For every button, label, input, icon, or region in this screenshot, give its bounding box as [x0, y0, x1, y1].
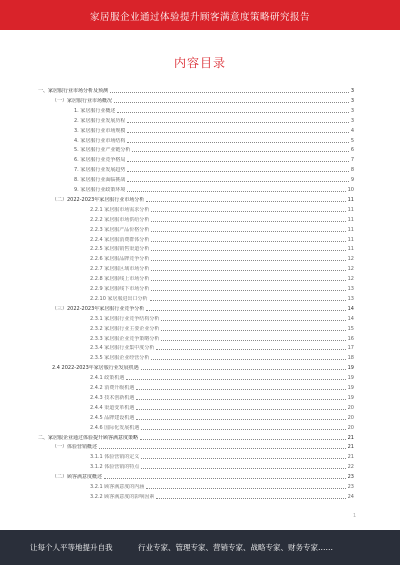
toc-leader-dots — [141, 428, 345, 430]
toc-entry[interactable] — [38, 363, 354, 371]
toc-entry-page: 18 — [347, 355, 354, 362]
toc-leader-dots — [151, 289, 345, 291]
toc-entry[interactable] — [38, 165, 354, 173]
toc-entry[interactable] — [38, 284, 354, 292]
toc-entry-label: 5. 家居服行业产业链分析 — [74, 147, 131, 154]
toc-leader-dots — [156, 497, 345, 499]
toc-entry[interactable] — [38, 462, 354, 470]
toc-entry[interactable] — [38, 472, 354, 480]
toc-entry-page: 14 — [347, 305, 354, 312]
toc-entry[interactable] — [38, 205, 354, 213]
toc-entry-page: 23 — [347, 484, 354, 490]
toc-entry-page: 12 — [347, 266, 354, 273]
toc-leader-dots — [141, 467, 345, 469]
toc-entry-page: 11 — [347, 236, 354, 243]
toc-entry-page: 24 — [347, 493, 354, 500]
toc-entry-label: 2.3.2 家居服行业主要企业分析 — [90, 325, 160, 332]
toc-entry-label: 9. 家居服行业政策环境 — [74, 187, 126, 193]
toc-leader-dots — [117, 111, 348, 113]
toc-entry-label: 一、家居服行业市场分析及预测 — [38, 88, 109, 94]
toc-entry[interactable] — [38, 225, 354, 233]
toc-entry-label: （一）体验营销概述 — [52, 444, 98, 451]
toc-entry-page: 15 — [347, 325, 354, 332]
toc-entry-page: 11 — [347, 206, 354, 213]
toc-entry[interactable] — [38, 254, 354, 262]
toc-leader-dots — [151, 249, 345, 251]
toc-leader-dots — [127, 141, 348, 143]
toc-entry-label: 7. 家居服行业发展趋势 — [74, 167, 126, 174]
toc-entry[interactable] — [38, 403, 354, 411]
toc-entry[interactable] — [38, 185, 354, 193]
toc-entry-label: 2. 家居服行业发展历程 — [74, 117, 126, 124]
toc-leader-dots — [151, 240, 345, 242]
toc-entry-label: 2.2.1 家居服市场需求分析 — [90, 206, 150, 213]
toc-entry-page: 12 — [347, 256, 354, 263]
toc-entry[interactable] — [38, 442, 354, 450]
toc-leader-dots — [126, 378, 345, 380]
toc-entry[interactable] — [38, 195, 354, 203]
toc-leader-dots — [110, 91, 349, 93]
toc-entry-label: 4. 家居服行业市场结构 — [74, 137, 126, 144]
toc-entry-label: 1. 家居服行业概述 — [74, 107, 116, 114]
toc-entry-label: 2.3.4 家居服行业集中度分析 — [90, 345, 155, 352]
toc-entry-page: 20 — [347, 404, 354, 411]
toc-entry-page: 21 — [347, 434, 354, 441]
footer-tagline: 行业专家、管理专家、营销专家、战略专家、财务专家…… — [138, 543, 333, 552]
toc-entry-page: 19 — [347, 385, 354, 391]
toc-entry-page: 6 — [350, 147, 354, 154]
toc-leader-dots — [151, 279, 345, 281]
toc-entry-page: 21 — [347, 444, 354, 451]
toc-entry-label: 2.3.5 家居服企业经营分析 — [90, 355, 150, 362]
toc-entry-page: 12 — [347, 276, 354, 283]
toc-entry-page: 11 — [347, 246, 354, 253]
toc-leader-dots — [151, 230, 345, 232]
page-number: 1 — [353, 513, 357, 519]
toc-entry[interactable] — [38, 383, 354, 391]
toc-entry[interactable] — [38, 324, 354, 332]
toc-entry-label: 2.4.5 品牌建设机遇 — [90, 414, 135, 421]
toc-entry[interactable] — [38, 294, 354, 302]
toc-entry-page: 19 — [347, 365, 354, 372]
toc-entry-page: 5 — [350, 137, 354, 144]
toc-entry[interactable] — [38, 264, 354, 272]
toc-entry-page: 20 — [347, 424, 354, 431]
toc-entry-label: 3. 家居服行业市场规模 — [74, 127, 126, 134]
report-title: 家居服企业通过体验提升顾客满意度策略研究报告 — [89, 12, 310, 23]
toc-entry[interactable] — [38, 106, 354, 114]
toc-entry-label: 2.2.4 家居服消费群体分析 — [90, 236, 150, 243]
toc-leader-dots — [151, 220, 345, 222]
toc-entry-label: （一）家居服行业市场概况 — [52, 97, 113, 104]
toc-entry-label: 2.4.3 技术创新机遇 — [90, 394, 135, 401]
toc-entry-label: 2.3.3 家居服企业竞争策略分析 — [90, 335, 160, 342]
toc-entry[interactable] — [38, 155, 354, 163]
toc-leader-dots — [151, 210, 345, 212]
toc-entry-label: 3.1.1 体验营销的定义 — [90, 454, 140, 461]
toc-entry-label: 3.2.2 顾客满意度的影响因素 — [90, 493, 155, 500]
toc-entry-page: 16 — [347, 335, 354, 342]
toc-leader-dots — [141, 457, 345, 459]
toc-entry[interactable] — [38, 314, 354, 322]
toc-leader-dots — [127, 160, 348, 162]
toc-entry-page: 11 — [347, 226, 354, 233]
toc-entry[interactable] — [38, 96, 354, 104]
toc-leader-dots — [146, 487, 345, 489]
toc-leader-dots — [151, 358, 345, 360]
toc-leader-dots — [136, 418, 345, 420]
toc-leader-dots — [146, 200, 345, 202]
toc-entry-page: 22 — [347, 464, 354, 471]
toc-entry-label: 2.4.1 政策机遇 — [90, 375, 125, 382]
toc-leader-dots — [141, 368, 346, 370]
toc-entry-page: 3 — [350, 97, 354, 104]
toc-entry-label: 3.2.1 顾客满意度的内涵 — [90, 484, 145, 490]
toc-entry-page: 19 — [347, 394, 354, 401]
toc-entry-page: 17 — [347, 345, 354, 352]
toc-leader-dots — [127, 170, 348, 172]
toc-leader-dots — [161, 319, 345, 321]
toc-entry-page: 9 — [350, 177, 354, 184]
toc-entry-label: 2.2.8 家居服线上市场分析 — [90, 276, 150, 283]
toc-entry[interactable] — [38, 482, 354, 490]
toc-leader-dots — [104, 477, 346, 479]
toc-leader-dots — [136, 408, 345, 410]
toc-entry[interactable] — [38, 433, 354, 441]
toc-entry[interactable] — [38, 136, 354, 144]
toc-entry-page: 11 — [347, 216, 354, 223]
toc-leader-dots — [132, 150, 348, 152]
toc-entry-label: 2.4.2 消费升级机遇 — [90, 385, 135, 391]
toc-entry-label: 2.2.5 家居服销售渠道分析 — [90, 246, 150, 253]
toc-entry-page: 13 — [347, 295, 354, 302]
toc-entry[interactable] — [38, 235, 354, 243]
toc-entry[interactable] — [38, 215, 354, 223]
toc-leader-dots — [156, 348, 345, 350]
toc-heading: 内容目录 — [173, 56, 226, 70]
toc-entry[interactable] — [38, 244, 354, 252]
toc-entry-page: 3 — [350, 107, 354, 114]
toc-entry[interactable] — [38, 343, 354, 351]
toc-entry-label: 2.2.10 家居服进出口分析 — [90, 295, 148, 302]
toc-entry[interactable] — [38, 304, 354, 312]
toc-entry-page: 19 — [347, 375, 354, 382]
toc-leader-dots — [136, 398, 345, 400]
toc-leader-dots — [99, 447, 346, 449]
toc-entry-page: 3 — [350, 117, 354, 124]
toc-entry-label: （二）2022-2023年家居服行业市场分析 — [52, 196, 145, 203]
toc-entry[interactable] — [38, 274, 354, 282]
toc-entry-page: 21 — [347, 454, 354, 461]
toc-entry-page: 8 — [350, 167, 354, 174]
toc-leader-dots — [127, 190, 345, 192]
toc-entry-label: 2.2.2 家居服市场供给分析 — [90, 216, 150, 223]
footer-slogan: 让每个人平等地提升自我 — [30, 543, 113, 552]
toc-entry[interactable] — [38, 353, 354, 361]
toc-entry-label: 2.4.4 渠道变革机遇 — [90, 404, 135, 411]
toc-leader-dots — [151, 259, 345, 261]
toc-entry-label: 2.2.6 家居服品牌竞争分析 — [90, 256, 150, 263]
toc-entry-label: 2.4.6 国际化发展机遇 — [90, 424, 140, 431]
toc-leader-dots — [150, 299, 346, 301]
toc-leader-dots — [127, 121, 348, 123]
toc-entry[interactable] — [38, 413, 354, 421]
toc-leader-dots — [161, 329, 345, 331]
toc-entry-label: 2.2.3 家居服产品价格分析 — [90, 226, 150, 233]
toc-entry-label: （三）2022-2023年家居服行业竞争分析 — [52, 305, 145, 312]
toc-entry-label: 3.1.2 体验营销的特点 — [90, 464, 140, 471]
toc-entry[interactable] — [38, 334, 354, 342]
toc-leader-dots — [136, 388, 345, 390]
toc-entry[interactable] — [38, 492, 354, 500]
toc-entry[interactable] — [38, 145, 354, 153]
toc-entry[interactable] — [38, 393, 354, 401]
toc-leader-dots — [140, 438, 346, 440]
toc-leader-dots — [127, 131, 348, 133]
toc-entry-label: 2.4 2022-2023年家居服行业发展机遇 — [52, 365, 139, 372]
toc-entry-page: 3 — [350, 88, 354, 94]
toc-entry[interactable] — [38, 175, 354, 183]
toc-leader-dots — [127, 180, 348, 182]
toc-leader-dots — [161, 339, 345, 341]
table-of-contents — [38, 86, 354, 502]
toc-entry-label: 2.2.9 家居服线下市场分析 — [90, 286, 150, 292]
toc-entry-label: 2.3.1 家居服行业竞争结构分析 — [90, 315, 160, 322]
toc-entry-label: 6. 家居服行业竞争格局 — [74, 157, 126, 164]
toc-entry[interactable] — [38, 86, 354, 94]
toc-entry[interactable] — [38, 423, 354, 431]
toc-entry-page: 10 — [347, 187, 354, 193]
toc-entry-label: 二、家居服企业通过体验提升顾客满意度策略 — [38, 434, 139, 441]
footer-bar — [0, 530, 400, 565]
toc-leader-dots — [151, 269, 345, 271]
toc-entry-page: 7 — [350, 157, 354, 164]
header-bar — [0, 0, 400, 30]
toc-entry-page: 20 — [347, 414, 354, 421]
toc-entry-label: （二）顾客满意度概述 — [52, 474, 103, 481]
toc-entry[interactable] — [38, 373, 354, 381]
toc-entry-label: 8. 家居服行业面临挑战 — [74, 177, 126, 184]
toc-entry[interactable] — [38, 126, 354, 134]
toc-entry-page: 11 — [347, 196, 354, 203]
toc-leader-dots — [114, 101, 349, 103]
toc-entry-page: 4 — [350, 127, 354, 134]
toc-entry-label: 2.2.7 家居服区域市场分析 — [90, 266, 150, 273]
toc-entry-page: 13 — [347, 286, 354, 292]
toc-leader-dots — [146, 309, 345, 311]
toc-entry[interactable] — [38, 452, 354, 460]
toc-entry[interactable] — [38, 116, 354, 124]
toc-entry-page: 14 — [347, 315, 354, 322]
toc-entry-page: 23 — [347, 474, 354, 481]
